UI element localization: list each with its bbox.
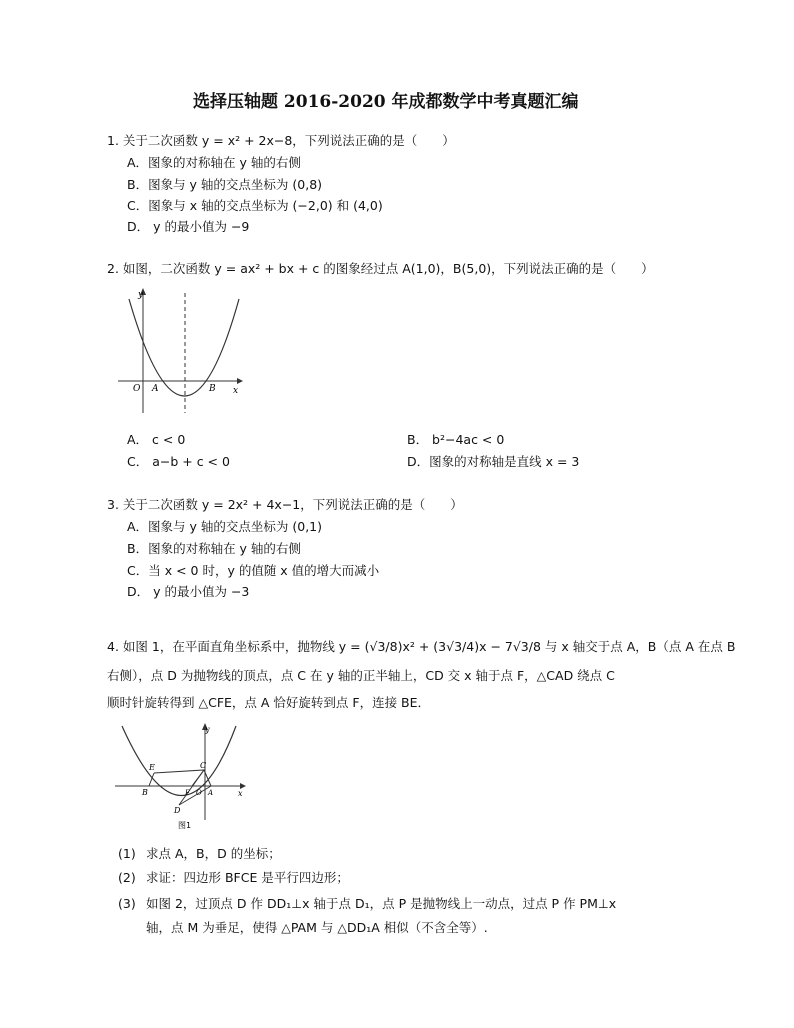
q2-option-d: D．图象的对称轴是直线 x = 3 (407, 454, 580, 469)
page-title: 选择压轴题 2016-2020 年成都数学中考真题汇编 (193, 92, 579, 112)
q1-option-a: A．图象的对称轴在 y 轴的右侧 (127, 155, 301, 170)
question-2-stem: 2. 如图，二次函数 y = ax² + bx + c 的图象经过点 A(1,0)，B(5,0)，下列说法正确的是（ ） (107, 261, 654, 276)
y-axis-label: y (138, 290, 144, 300)
q3-option-a: A．图象与 y 轴的交点坐标为 (0,1) (127, 519, 323, 534)
y-axis-label: y (205, 725, 210, 734)
point-c-label: C (200, 761, 207, 770)
q3-option-b: B．图象的对称轴在 y 轴的右侧 (127, 541, 301, 556)
question-3-stem: 3. 关于二次函数 y = 2x² + 4x−1，下列说法正确的是（ ） (107, 497, 463, 512)
part-3-text: 如图 2，过顶点 D 作 DD₁⊥x 轴于点 D₁，点 P 是抛物线上一动点，过点 P 作 PM⊥x (146, 896, 617, 911)
point-b-label: B (142, 788, 148, 797)
part-1-text: 求点 A，B，D 的坐标； (146, 846, 281, 861)
x-axis-label: x (238, 789, 243, 798)
origin-label: O (196, 789, 202, 797)
origin-label: O (133, 384, 141, 394)
q1-option-b: B．图象与 y 轴的交点坐标为 (0,8) (127, 177, 323, 192)
parabola-curve (122, 726, 236, 796)
point-e-label: E (149, 763, 155, 772)
point-b-label: B (209, 384, 216, 394)
part-3-text-continued: 轴，点 M 为垂足，使得 △PAM 与 △DD₁A 相似（不含全等）. (146, 920, 488, 935)
point-f-label: F (185, 789, 190, 797)
q2-option-c: C． a−b + c < 0 (127, 454, 230, 469)
question-1-stem: 1. 关于二次函数 y = x² + 2x−8，下列说法正确的是（ ） (107, 133, 455, 148)
q2-option-b: B． b²−4ac < 0 (407, 432, 505, 447)
part-2-number: (2) (118, 870, 136, 885)
question-4-line-2: 右侧），点 D 为抛物线的顶点，点 C 在 y 轴的正半轴上，CD 交 x 轴于点 F，△CAD 绕点 C (107, 668, 615, 683)
figure-caption: 图1 (178, 821, 192, 830)
q3-option-c: C．当 x < 0 时，y 的值随 x 值的增大而减小 (127, 563, 380, 578)
point-a-label: A (152, 384, 159, 394)
question-4-line-3: 顺时针旋转得到 △CFE，点 A 恰好旋转到点 F，连接 BE． (107, 695, 431, 710)
q3-option-d: D． y 的最小值为 −3 (127, 584, 250, 599)
q4-figure-1 (112, 720, 252, 835)
point-d-label: D (174, 806, 181, 815)
part-1-number: (1) (118, 846, 136, 861)
q1-option-c: C．图象与 x 轴的交点坐标为 (−2,0) 和 (4,0) (127, 198, 383, 213)
question-4-line-1: 4. 如图 1，在平面直角坐标系中，抛物线 y = (√3/8)x² + (3√3/4)x − 7√3/8 与 x 轴交于点 A，B（点 A 在点 B (107, 639, 736, 654)
q1-option-d: D． y 的最小值为 −9 (127, 219, 250, 234)
q2-parabola-figure (115, 283, 245, 418)
point-a-label: A (208, 789, 214, 797)
part-2-text: 求证：四边形 BFCE 是平行四边形； (146, 870, 349, 885)
part-3-number: (3) (118, 896, 136, 911)
q2-option-a: A． c < 0 (127, 432, 186, 447)
x-axis-label: x (233, 386, 239, 396)
